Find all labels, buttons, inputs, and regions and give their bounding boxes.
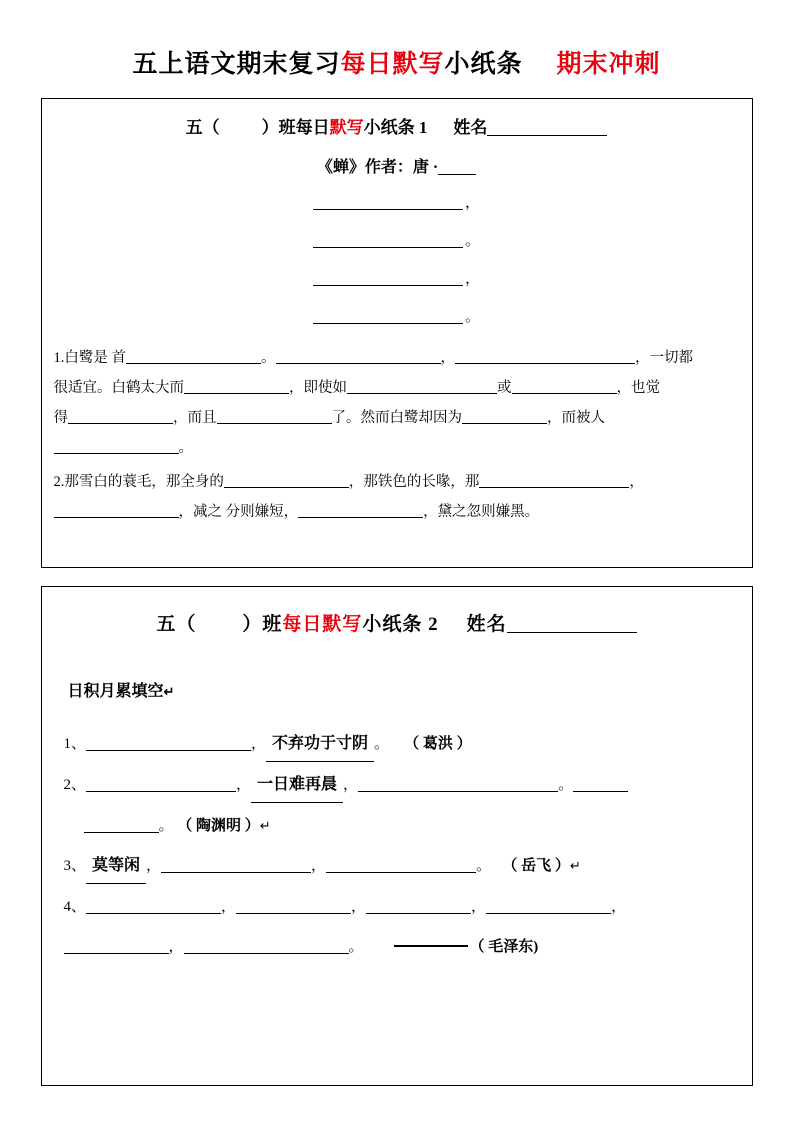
item-1-number: 1、 xyxy=(63,736,87,752)
poem-line xyxy=(54,229,740,250)
page-title xyxy=(40,44,753,80)
q1-text-13: 。 xyxy=(178,440,193,456)
item-4-comma-4: ， xyxy=(611,899,627,915)
item-4-blank-6[interactable] xyxy=(184,939,349,954)
poem-line-punct: 。 xyxy=(464,309,480,325)
q1-blank-7[interactable] xyxy=(68,410,173,424)
item-2-number: 2、 xyxy=(63,777,87,793)
item-4-blank-2[interactable] xyxy=(236,899,351,914)
item-2-comma: ， xyxy=(236,777,252,793)
item-4-comma-2: ， xyxy=(351,899,367,915)
item-2-author: （ 陶渊明 ） xyxy=(177,818,260,834)
item-1-comma: ， xyxy=(251,736,267,752)
item-2-blank-1[interactable] xyxy=(86,777,236,792)
page-title-part-1: 五上语文期末复习 xyxy=(132,51,341,78)
q1-blank-4[interactable] xyxy=(184,380,289,394)
slip-2-header-red: 每日默写 xyxy=(282,614,363,635)
poem-answer-lines xyxy=(54,191,740,326)
page-title-part-4: 期末冲刺 xyxy=(556,51,661,78)
item-4-blank-5[interactable] xyxy=(64,939,169,954)
slip-2-header xyxy=(58,609,736,636)
section-label xyxy=(68,678,736,701)
q2-blank-3[interactable] xyxy=(54,504,179,518)
slip-1-header-red: 默写 xyxy=(329,118,364,137)
list-item xyxy=(64,849,736,884)
item-3-blank-1[interactable] xyxy=(161,858,311,873)
poem-line xyxy=(54,267,740,288)
slip-2-header-mid: ）班 xyxy=(242,614,283,635)
slip-2-name-blank[interactable] xyxy=(507,614,637,633)
slip-1-header-prefix: 五（ xyxy=(185,118,220,137)
q2-text-1: 那雪白的蓑毛，那全身的 xyxy=(64,474,224,490)
fill-in-list xyxy=(58,727,736,964)
slip-2-header-suffix: 小纸条 2 xyxy=(362,614,439,635)
q2-text-3: ， xyxy=(629,474,644,490)
q2-blank-4[interactable] xyxy=(298,504,423,518)
pilcrow-icon: ↵ xyxy=(163,684,175,699)
slip-1-question-1 xyxy=(54,343,740,463)
item-3-blank-2[interactable] xyxy=(326,858,476,873)
q1-text-4: ，一切都 xyxy=(635,350,693,366)
poem-line-blank[interactable] xyxy=(313,195,463,210)
item-1-author: （ 葛洪 ） xyxy=(404,736,472,752)
list-item xyxy=(64,727,736,762)
q2-text-5: ，黛之忽则嫌黑。 xyxy=(423,504,540,520)
slip-1-box xyxy=(41,98,753,568)
q1-text-8: ，也觉 xyxy=(616,380,660,396)
q1-blank-10[interactable] xyxy=(54,440,179,454)
q1-blank-3[interactable] xyxy=(455,350,635,364)
q2-blank-1[interactable] xyxy=(224,474,349,488)
item-4-comma-1: ， xyxy=(221,899,237,915)
item-2-answer: 一日难再晨 xyxy=(251,768,343,803)
section-label-text: 日积月累填空 xyxy=(67,683,164,700)
q1-text-2: 。 xyxy=(261,350,276,366)
list-item-continuation xyxy=(64,930,736,964)
q2-number: 2. xyxy=(53,474,65,490)
pilcrow-icon: ↵ xyxy=(569,858,581,873)
poem-line-blank[interactable] xyxy=(313,309,463,324)
item-2-end-punct: 。 xyxy=(558,777,574,793)
item-3-end-punct: 。 xyxy=(476,858,492,874)
item-1-end-punct: 。 xyxy=(374,736,390,752)
item-2-end-punct-2: 。 xyxy=(158,818,174,834)
item-2-blank-4[interactable] xyxy=(84,818,159,833)
item-3-comma: ， xyxy=(146,858,162,874)
slip-1-header xyxy=(54,113,740,138)
q1-text-9: 得 xyxy=(53,410,68,426)
item-4-author: （ 毛泽东) xyxy=(469,939,539,955)
q1-text-7: 或 xyxy=(497,380,512,396)
slip-1-header-mid: ）班每日 xyxy=(261,118,330,137)
q1-text-5: 很适宜。白鹤太大而 xyxy=(53,380,184,396)
item-4-blank-4[interactable] xyxy=(486,899,611,914)
q1-text-11: 了。然而白鹭却因为 xyxy=(331,410,462,426)
item-3-number: 3、 xyxy=(63,858,87,874)
slip-2-box xyxy=(41,586,753,1086)
q1-blank-5[interactable] xyxy=(347,380,497,394)
slip-1-name-label: 姓名 xyxy=(453,118,488,137)
list-item xyxy=(64,768,736,803)
q1-blank-6[interactable] xyxy=(512,380,617,394)
q1-text-1: 白鹭是 首 xyxy=(64,350,126,366)
list-item-continuation xyxy=(84,809,736,843)
q1-blank-8[interactable] xyxy=(217,410,332,424)
item-1-blank-1[interactable] xyxy=(86,736,251,751)
q1-blank-1[interactable] xyxy=(126,350,261,364)
list-item xyxy=(64,890,736,924)
poem-line xyxy=(54,191,740,212)
slip-1-header-suffix: 小纸条 1 xyxy=(363,118,428,137)
item-4-comma-5: ， xyxy=(168,939,184,955)
item-4-blank-3[interactable] xyxy=(366,899,471,914)
poem-line xyxy=(54,305,740,326)
page-title-part-3: 小纸条 xyxy=(444,51,523,78)
q1-text-12: ，而被人 xyxy=(547,410,605,426)
slip-2-name-label: 姓名 xyxy=(466,614,507,635)
q2-text-4: ，减之 分则嫌短， xyxy=(178,504,299,520)
item-4-blank-1[interactable] xyxy=(86,899,221,914)
item-4-comma-3: ， xyxy=(471,899,487,915)
q1-number: 1. xyxy=(53,350,65,366)
item-3-author: （ 岳飞 ） xyxy=(502,858,570,874)
item-2-blank-3[interactable] xyxy=(573,777,628,792)
poem-title xyxy=(54,154,740,177)
q1-blank-9[interactable] xyxy=(462,410,547,424)
item-2-comma-2: ， xyxy=(343,777,359,793)
poem-author-blank[interactable] xyxy=(438,159,476,175)
poem-line-punct: 。 xyxy=(464,233,480,249)
q1-text-10: ，而且 xyxy=(173,410,217,426)
q1-blank-2[interactable] xyxy=(276,350,441,364)
slip-2-header-prefix: 五（ xyxy=(156,614,197,635)
pilcrow-icon: ↵ xyxy=(259,818,271,833)
item-1-answer: 不弃功于寸阴 xyxy=(266,727,374,762)
em-dash-rule xyxy=(394,945,468,947)
item-4-number: 4、 xyxy=(63,899,87,915)
item-3-comma-2: ， xyxy=(311,858,327,874)
poem-line-blank[interactable] xyxy=(313,271,463,286)
poem-line-blank[interactable] xyxy=(313,233,463,248)
page-title-part-2: 每日默写 xyxy=(340,51,445,78)
q1-text-6: ，即使如 xyxy=(289,380,347,396)
poem-line-punct: ， xyxy=(464,195,480,211)
q2-text-2: ，那铁色的长喙，那 xyxy=(348,474,480,490)
slip-1-name-blank[interactable] xyxy=(487,119,607,136)
poem-line-punct: ， xyxy=(464,271,480,287)
poem-title-text: 《蝉》作者：唐 · xyxy=(316,159,439,176)
q1-text-3: ， xyxy=(440,350,455,366)
item-3-answer: 莫等闲 xyxy=(86,849,146,884)
item-2-blank-2[interactable] xyxy=(358,777,558,792)
item-4-end-punct: 。 xyxy=(348,939,364,955)
slip-1-question-2 xyxy=(54,467,740,527)
q2-blank-2[interactable] xyxy=(479,474,629,488)
